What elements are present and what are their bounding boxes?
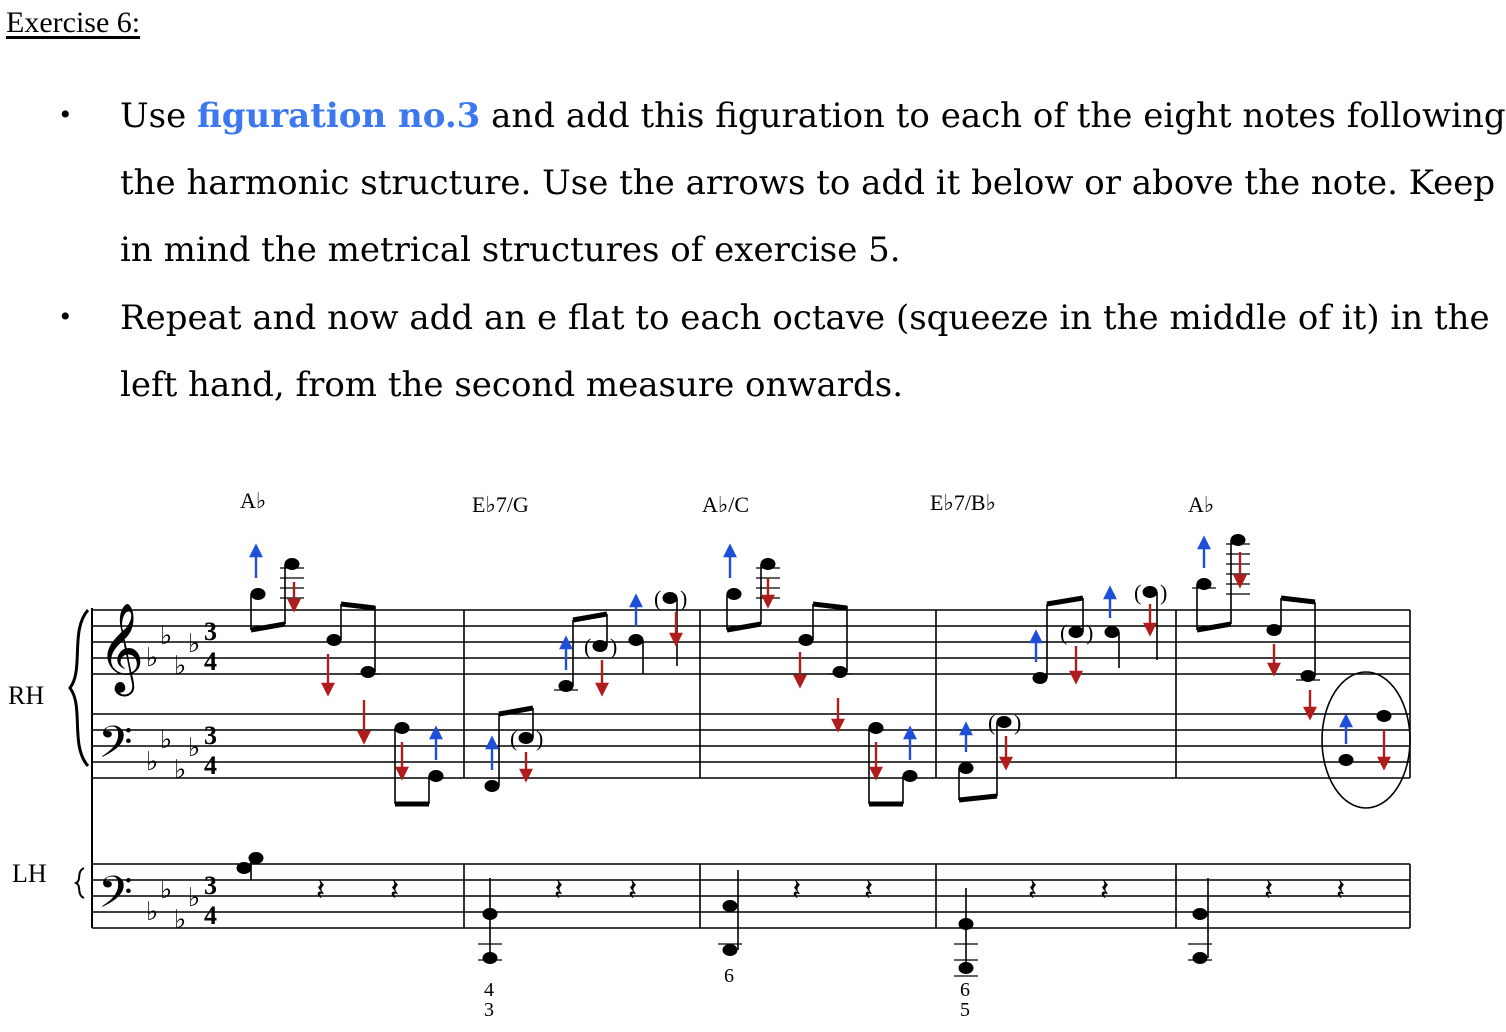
svg-text:): ) <box>1014 710 1022 735</box>
exercise-title: Exercise 6: <box>6 6 141 39</box>
svg-text:(: ( <box>654 586 662 611</box>
figuration-highlight: figuration no.3 <box>197 96 481 136</box>
treble-staff <box>92 610 1410 674</box>
svg-text:4: 4 <box>204 647 217 676</box>
bullet-marker: • <box>60 300 71 333</box>
svg-text:♭: ♭ <box>174 651 187 681</box>
bullet-marker: • <box>60 98 71 131</box>
bullet-2-line-1: Repeat and now add an e flat to each octave (squeeze in the middle of it) in the <box>120 298 1490 338</box>
svg-text:♭: ♭ <box>160 875 173 905</box>
svg-text:𝄽: 𝄽 <box>792 873 802 908</box>
music-score: ♭ RH LH 𝄞 𝄢 𝄢 ♭♭♭♭ ♭♭♭♭ ♭♭♭♭ 3 4 3 4 3 4 A♭ E♭7/G A♭/C E♭7/B♭ A♭ ( ) ( ) ( ) ( ) ( ) ( ) 𝄽 𝄽 𝄽 𝄽 𝄽 𝄽 𝄽 𝄽 𝄽 𝄽 4 3 6 6 5 <box>0 470 1442 1030</box>
svg-text:♭: ♭ <box>188 629 201 659</box>
svg-text:𝄽: 𝄽 <box>1336 873 1346 908</box>
figured-bass: 4 <box>484 979 494 1001</box>
svg-text:♭: ♭ <box>160 725 173 755</box>
figured-bass: 6 <box>724 965 734 987</box>
svg-text:): ) <box>680 586 688 611</box>
time-signature <box>204 617 217 930</box>
rh-bass-notes <box>395 672 1410 808</box>
figured-bass: 3 <box>484 999 494 1021</box>
bullet-1-line-2: the harmonic structure. Use the arrows to add it below or above the note. Keep <box>120 163 1496 203</box>
svg-text:𝄽: 𝄽 <box>1028 873 1038 908</box>
lh-brace <box>76 868 84 898</box>
svg-text:𝄽: 𝄽 <box>1100 873 1110 908</box>
svg-text:(: ( <box>510 726 518 751</box>
svg-text:♭: ♭ <box>160 621 173 651</box>
bullet-1-line-3: in mind the metrical structures of exercise 5. <box>120 230 901 270</box>
chord-symbol: E♭7/B♭ <box>930 490 996 515</box>
svg-text:♭: ♭ <box>174 905 187 935</box>
quarter-rest-icons <box>316 873 1345 908</box>
svg-text:(: ( <box>1060 620 1068 645</box>
svg-text:♭: ♭ <box>146 897 159 927</box>
bullet-1-text-cont: and add this figuration to each of the eight notes following <box>480 96 1506 136</box>
chord-symbol: E♭7/G <box>472 492 529 517</box>
svg-text:4: 4 <box>204 751 217 780</box>
svg-text:): ) <box>1160 580 1168 605</box>
svg-text:(: ( <box>584 634 592 659</box>
bass-clef-icon: 𝄢 <box>98 866 133 929</box>
rh-bass-staff <box>92 714 1410 778</box>
figured-bass: 6 <box>960 979 970 1001</box>
rh-brace <box>70 610 88 766</box>
bullet-2-line-2: left hand, from the second measure onwards. <box>120 365 904 405</box>
rh-label: RH <box>8 681 45 710</box>
rh-notes <box>251 535 1320 692</box>
svg-text:♭: ♭ <box>146 643 159 673</box>
svg-text:3: 3 <box>204 721 217 750</box>
chord-symbol: A♭ <box>1188 492 1215 517</box>
lh-label: LH <box>12 859 47 888</box>
svg-text:𝄽: 𝄽 <box>1264 873 1274 908</box>
svg-text:𝄽: 𝄽 <box>554 873 564 908</box>
treble-clef-icon: 𝄞 <box>98 603 145 693</box>
svg-text:3: 3 <box>204 871 217 900</box>
chord-symbol: A♭ <box>240 488 267 513</box>
figured-bass: 5 <box>960 999 970 1021</box>
svg-text:): ) <box>1086 620 1094 645</box>
chord-symbol: A♭/C <box>702 492 750 517</box>
svg-text:3: 3 <box>204 617 217 646</box>
svg-text:): ) <box>536 726 544 751</box>
svg-text:): ) <box>610 634 618 659</box>
svg-text:♭: ♭ <box>188 733 201 763</box>
svg-text:𝄽: 𝄽 <box>390 873 400 908</box>
svg-text:(: ( <box>988 710 996 735</box>
bullet-1-line-1 <box>120 96 1506 136</box>
bass-clef-icon: 𝄢 <box>98 716 133 779</box>
svg-text:𝄽: 𝄽 <box>628 873 638 908</box>
direction-arrows <box>251 538 1389 780</box>
svg-text:♭: ♭ <box>146 747 159 777</box>
lh-staff <box>92 864 1410 928</box>
circled-figure <box>1322 672 1410 808</box>
lh-notes <box>237 853 1212 977</box>
svg-text:𝄽: 𝄽 <box>316 873 326 908</box>
svg-text:4: 4 <box>204 901 217 930</box>
svg-text:(: ( <box>1134 580 1142 605</box>
svg-text:♭: ♭ <box>174 755 187 785</box>
svg-text:♭: ♭ <box>188 883 201 913</box>
svg-text:𝄽: 𝄽 <box>864 873 874 908</box>
bullet-1-text: Use <box>120 96 198 136</box>
